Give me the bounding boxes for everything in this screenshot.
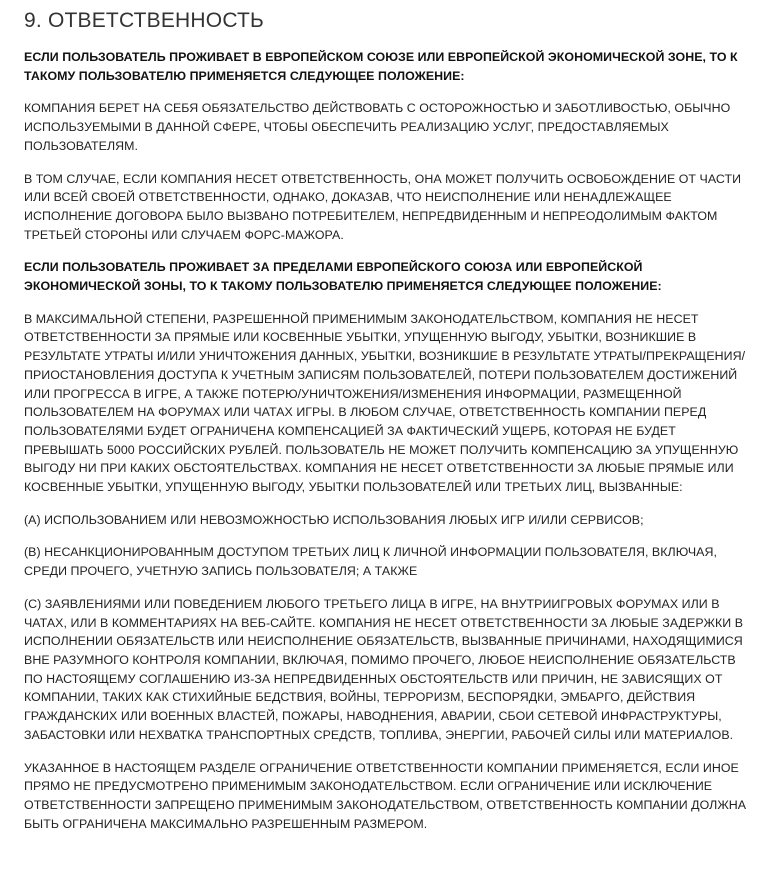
paragraph-limitation-scope: УКАЗАННОЕ В НАСТОЯЩЕМ РАЗДЕЛЕ ОГРАНИЧЕНИЕ ОТВЕТСТВЕННОСТИ КОМПАНИИ ПРИМЕНЯЕТСЯ, ЕСЛИ ИНОЕ ПРЯМО НЕ ПРЕДУСМОТРЕНО ПРИМЕНИМЫМ ЗАКОНОДАТЕЛЬСТВОМ. ЕСЛИ ОГРАНИЧЕНИЕ ИЛИ ИСКЛЮЧЕНИЕ ОТВЕТСТВЕННОСТИ ЗАПРЕЩЕНО ПРИМЕНИМЫМ ЗАКОНОДАТЕЛЬСТВОМ, ОТВЕТСТВЕННОСТЬ КОМПАНИИ ДОЛЖНА БЫТЬ ОГРАНИЧЕНА МАКСИМАЛЬНО РАЗРЕШЕННЫМ РАЗМЕРОМ.	[24, 760, 747, 831]
section-title: 9. ОТВЕТСТВЕННОСТЬ	[24, 9, 265, 32]
list-item-b: (B) НЕСАНКЦИОНИРОВАННЫМ ДОСТУПОМ ТРЕТЬИХ ЛИЦ К ЛИЧНОЙ ИНФОРМАЦИИ ПОЛЬЗОВАТЕЛЯ, ВКЛЮЧАЯ, СРЕДИ ПРОЧЕГО, УЧЕТНУЮ ЗАПИСЬ ПОЛЬЗОВАТЕЛЯ; А ТАКЖЕ	[24, 545, 717, 579]
paragraph-care-obligation: КОМПАНИЯ БЕРЕТ НА СЕБЯ ОБЯЗАТЕЛЬСТВО ДЕЙСТВОВАТЬ С ОСТОРОЖНОСТЬЮ И ЗАБОТЛИВОСТЬЮ, ОБЫЧНО ИСПОЛЬЗУЕМЫМИ В ДАННОЙ СФЕРЕ, ЧТОБЫ ОБЕСПЕЧИТЬ РЕАЛИЗАЦИЮ УСЛУГ, ПРЕДОСТАВЛЯЕМЫХ ПОЛЬЗОВАТЕЛЯМ.	[24, 101, 731, 153]
list-item-a: (A) ИСПОЛЬЗОВАНИЕМ ИЛИ НЕВОЗМОЖНОСТЬЮ ИСПОЛЬЗОВАНИЯ ЛЮБЫХ ИГР И/ИЛИ СЕРВИСОВ;	[24, 512, 644, 527]
eu-clause-heading: ЕСЛИ ПОЛЬЗОВАТЕЛЬ ПРОЖИВАЕТ В ЕВРОПЕЙСКОМ СОЮЗЕ ИЛИ ЕВРОПЕЙСКОЙ ЭКОНОМИЧЕСКОЙ ЗОНЕ, ТО К ТАКОМУ ПОЛЬЗОВАТЕЛЮ ПРИМЕНЯЕТСЯ СЛЕДУЮЩЕЕ ПОЛОЖЕНИЕ:	[24, 50, 738, 83]
paragraph-liability-exemption: В ТОМ СЛУЧАЕ, ЕСЛИ КОМПАНИЯ НЕСЕТ ОТВЕТСТВЕННОСТЬ, ОНА МОЖЕТ ПОЛУЧИТЬ ОСВОБОЖДЕНИЕ ОТ ЧАСТИ ИЛИ ВСЕЙ СВОЕЙ ОТВЕТСТВЕННОСТИ, ОДНАКО, ДОКАЗАВ, ЧТО НЕИСПОЛНЕНИЕ ИЛИ НЕНАДЛЕЖАЩЕЕ ИСПОЛНЕНИЕ ДОГОВОРА БЫЛО ВЫЗВАНО ПОТРЕБИТЕЛЕМ, НЕПРЕДВИДЕННЫМ И НЕПРЕОДОЛИМЫМ ФАКТОМ ТРЕТЬЕЙ СТОРОНЫ ИЛИ СЛУЧАЕМ ФОРС-МАЖОРА.	[24, 171, 742, 242]
paragraph-liability-limits: В МАКСИМАЛЬНОЙ СТЕПЕНИ, РАЗРЕШЕННОЙ ПРИМЕНИМЫМ ЗАКОНОДАТЕЛЬСТВОМ, КОМПАНИЯ НЕ НЕСЕТ ОТВЕТСТВЕННОСТИ ЗА ПРЯМЫЕ ИЛИ КОСВЕННЫЕ УБЫТКИ, УПУЩЕННУЮ ВЫГОДУ, УБЫТКИ, ВОЗНИКШИЕ В РЕЗУЛЬТАТЕ УТРАТЫ И/ИЛИ УНИЧТОЖЕНИЯ ДАННЫХ, УБЫТКИ, ВОЗНИКШИЕ В РЕЗУЛЬТАТЕ УТРАТЫ/ПРЕКРАЩЕНИЯ/ПРИОСТАНОВЛЕНИЯ ДОСТУПА К УЧЕТНЫМ ЗАПИСЯМ ПОЛЬЗОВАТЕЛЕЙ, ПОТЕРИ ПОЛЬЗОВАТЕЛЕМ ДОСТИЖЕНИЙ ИЛИ ПРОГРЕССА В ИГРЕ, А ТАКЖЕ ПОТЕРЮ/УНИЧТОЖЕНИЯ/ИЗМЕНЕНИЯ ИНФОРМАЦИИ, РАЗМЕЩЕННОЙ ПОЛЬЗОВАТЕЛЕМ НА ФОРУМАХ ИЛИ ЧАТАХ ИГРЫ. В ЛЮБОМ СЛУЧАЕ, ОТВЕТСТВЕННОСТЬ КОМПАНИИ ПЕРЕД ПОЛЬЗОВАТЕЛЯМИ БУДЕТ ОГРАНИЧЕНА КОМПЕНСАЦИЕЙ ЗА ФАКТИЧЕСКИЙ УЩЕРБ, КОТОРАЯ НЕ БУДЕТ ПРЕВЫШАТЬ 5000 РОССИЙСКИХ РУБЛЕЙ. ПОЛЬЗОВАТЕЛЬ НЕ МОЖЕТ ПОЛУЧИТЬ КОМПЕНСАЦИЮ ЗА УПУЩЕННУЮ ВЫГОДУ НИ ПРИ КАКИХ ОБСТОЯТЕЛЬСТВАХ. КОМПАНИЯ НЕ НЕСЕТ ОТВЕТСТВЕННОСТИ ЗА ЛЮБЫЕ ПРЯМЫЕ ИЛИ КОСВЕННЫЕ УБЫТКИ, УПУЩЕННУЮ ВЫГОДУ, УБЫТКИ ПОЛЬЗОВАТЕЛЕЙ ИЛИ ТРЕТЬИХ ЛИЦ, ВЫЗВАННЫЕ:	[24, 311, 746, 495]
non-eu-clause-heading: ЕСЛИ ПОЛЬЗОВАТЕЛЬ ПРОЖИВАЕТ ЗА ПРЕДЕЛАМИ ЕВРОПЕЙСКОГО СОЮЗА ИЛИ ЕВРОПЕЙСКОЙ ЭКОНОМИЧЕСКОЙ ЗОНЫ, ТО К ТАКОМУ ПОЛЬЗОВАТЕЛЮ ПРИМЕНЯЕТСЯ СЛЕДУЮЩЕЕ ПОЛОЖЕНИЕ:	[24, 260, 662, 294]
list-item-c: (C) ЗАЯВЛЕНИЯМИ ИЛИ ПОВЕДЕНИЕМ ЛЮБОГО ТРЕТЬЕГО ЛИЦА В ИГРЕ, НА ВНУТРИИГРОВЫХ ФОРУМАХ ИЛИ В ЧАТАХ, ИЛИ В КОММЕНТАРИЯХ НА ВЕБ-САЙТЕ. КОМПАНИЯ НЕ НЕСЕТ ОТВЕТСТВЕННОСТИ ЗА ЛЮБЫЕ ЗАДЕРЖКИ В ИСПОЛНЕНИИ ОБЯЗАТЕЛЬСТВ ИЛИ НЕИСПОЛНЕНИЕ ОБЯЗАТЕЛЬСТВ, ВЫЗВАННЫЕ ПРИЧИНАМИ, НАХОДЯЩИМИСЯ ВНЕ РАЗУМНОГО КОНТРОЛЯ КОМПАНИИ, ВКЛЮЧАЯ, ПОМИМО ПРОЧЕГО, ЛЮБОЕ НЕИСПОЛНЕНИЕ ОБЯЗАТЕЛЬСТВ ПО НАСТОЯЩЕМУ СОГЛАШЕНИЮ ИЗ-ЗА НЕПРЕДВИДЕННЫХ ОБСТОЯТЕЛЬСТВ ИЛИ ПРИЧИН, НЕ ЗАВИСЯЩИХ ОТ КОМПАНИИ, ТАКИХ КАК СТИХИЙНЫЕ БЕДСТВИЯ, ВОЙНЫ, ТЕРРОРИЗМ, БЕСПОРЯДКИ, ЭМБАРГО, ДЕЙСТВИЯ ГРАЖДАНСКИХ ИЛИ ВОЕННЫХ ВЛАСТЕЙ, ПОЖАРЫ, НАВОДНЕНИЯ, АВАРИИ, СБОИ СЕТЕВОЙ ИНФРАСТРУКТУРЫ, ЗАБАСТОВКИ ИЛИ НЕХВАТКА ТРАНСПОРТНЫХ СРЕДСТВ, ТОПЛИВА, ЭНЕРГИИ, РАБОЧЕЙ СИЛЫ ИЛИ МАТЕРИАЛОВ.	[24, 596, 744, 742]
